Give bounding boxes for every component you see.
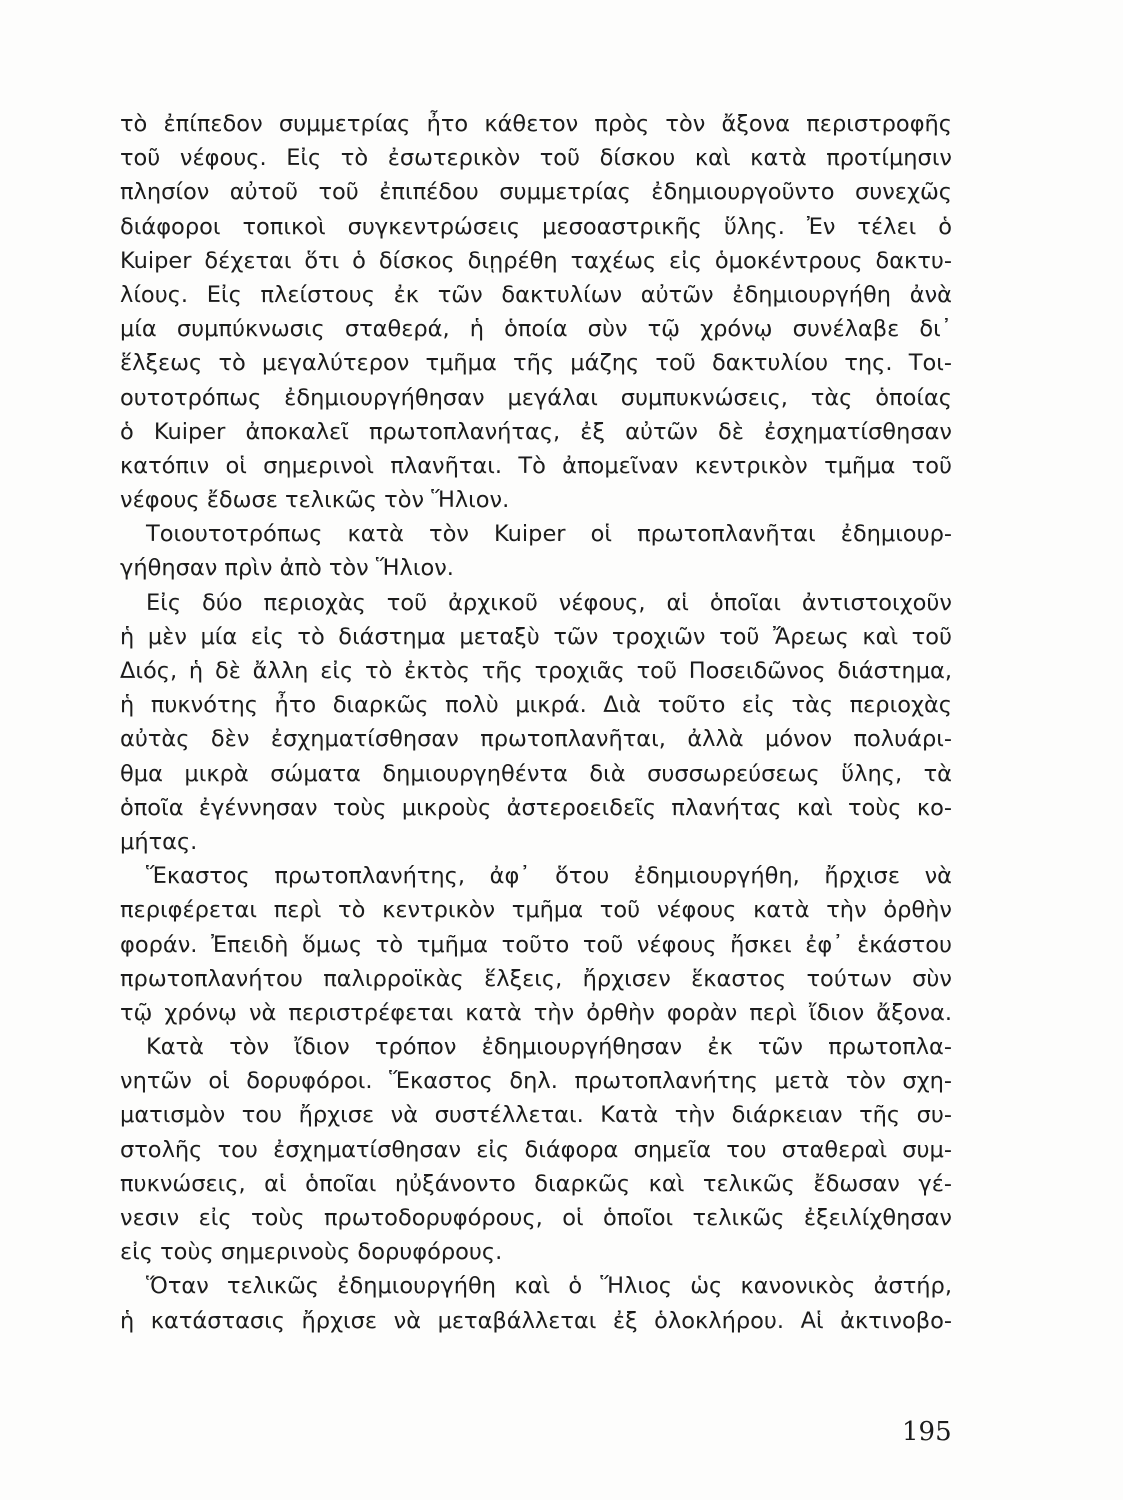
text-line: ἡ μὲν μία εἰς τὸ διάστημα μεταξὺ τῶν τροχιῶν τοῦ Ἄρεως καὶ τοῦ [120,623,952,650]
text-line: κατόπιν οἱ σημερινοὶ πλανῆται. Τὸ ἀπομεῖναν κεντρικὸν τμῆμα τοῦ [120,452,952,479]
text-line: τῷ χρόνῳ νὰ περιστρέφεται κατὰ τὴν ὀρθὴν φορὰν περὶ ἴδιον ἄξονα. [120,999,952,1026]
text-line: Εἰς δύο περιοχὰς τοῦ ἀρχικοῦ νέφους, αἱ ὁποῖαι ἀντιστοιχοῦν [146,589,952,616]
text-line: πρωτοπλανήτου παλιρροϊκὰς ἕλξεις, ἤρχισεν ἕκαστος τούτων σὺν [120,965,952,992]
text-line: αὐτὰς δὲν ἐσχηματίσθησαν πρωτοπλανῆται, ἀλλὰ μόνον πολυάρι- [120,726,952,753]
text-line: νέφους ἔδωσε τελικῶς τὸν Ἥλιον. [120,487,510,514]
page-number: 195 [902,1417,952,1447]
text-line: θμα μικρὰ σώματα δημιουργηθέντα διὰ συσσωρεύσεως ὕλης, τὰ [120,760,952,787]
text-line: νητῶν οἱ δορυφόροι. Ἕκαστος δηλ. πρωτοπλανήτης μετὰ τὸν σχη- [120,1068,952,1095]
text-line: πλησίον αὐτοῦ τοῦ ἐπιπέδου συμμετρίας ἐδημιουργοῦντο συνεχῶς [120,179,952,206]
text-line: ἕλξεως τὸ μεγαλύτερον τμῆμα τῆς μάζης τοῦ δακτυλίου της. Τοι- [120,350,952,377]
text-line: εἰς τοὺς σημερινοὺς δορυφόρους. [120,1239,503,1266]
body-text [120,107,952,1338]
text-line: διάφοροι τοπικοὶ συγκεντρώσεις μεσοαστρικῆς ὕλης. Ἐν τέλει ὁ [120,213,952,240]
text-line: λίους. Εἰς πλείστους ἐκ τῶν δακτυλίων αὐτῶν ἐδημιουργήθη ἀνὰ [120,281,952,308]
text-line: τοῦ νέφους. Εἰς τὸ ἐσωτερικὸν τοῦ δίσκου καὶ κατὰ προτίμησιν [120,145,952,172]
text-line: περιφέρεται περὶ τὸ κεντρικὸν τμῆμα τοῦ νέφους κατὰ τὴν ὀρθὴν [120,897,952,924]
text-line: νεσιν εἰς τοὺς πρωτοδορυφόρους, οἱ ὁποῖοι τελικῶς ἐξειλίχθησαν [120,1205,952,1231]
text-line: ουτοτρόπως ἐδημιουργήθησαν μεγάλαι συμπυκνώσεις, τὰς ὁποίας [120,384,952,411]
text-line: ὁ Kuiper ἀποκαλεῖ πρωτοπλανήτας, ἐξ αὐτῶν δὲ ἐσχηματίσθησαν [120,418,952,445]
text-line: τὸ ἐπίπεδον συμμετρίας ἦτο κάθετον πρὸς τὸν ἄξονα περιστροφῆς [120,111,952,137]
text-line: ματισμὸν του ἤρχισε νὰ συστέλλεται. Κατὰ τὴν διάρκειαν τῆς συ- [120,1102,952,1129]
text-line: ἡ πυκνότης ἦτο διαρκῶς πολὺ μικρά. Διὰ τοῦτο εἰς τὰς περιοχὰς [120,692,952,719]
text-line: μία συμπύκνωσις σταθερά, ἡ ὁποία σὺν τῷ χρόνῳ συνέλαβε δι᾽ [120,316,952,343]
text-line: Διός, ἡ δὲ ἄλλη εἰς τὸ ἐκτὸς τῆς τροχιᾶς τοῦ Ποσειδῶνος διάστημα, [120,658,952,684]
text-line: γήθησαν πρὶν ἀπὸ τὸν Ἥλιον. [120,555,454,582]
text-line: Ὅταν τελικῶς ἐδημιουργήθη καὶ ὁ Ἥλιος ὡς κανονικὸς ἀστήρ, [146,1273,952,1300]
text-line: ὁποῖα ἐγέννησαν τοὺς μικροὺς ἀστεροειδεῖς πλανήτας καὶ τοὺς κο- [120,794,952,821]
text-line: Τοιουτοτρόπως κατὰ τὸν Kuiper οἱ πρωτοπλανῆται ἐδημιουρ- [146,521,952,548]
text-line: μήτας. [120,828,198,855]
text-line: φοράν. Ἐπειδὴ ὅμως τὸ τμῆμα τοῦτο τοῦ νέφους ἤσκει ἐφ᾽ ἑκάστου [120,931,952,958]
text-line: Kuiper δέχεται ὅτι ὁ δίσκος διῃρέθη ταχέως εἰς ὁμοκέντρους δακτυ- [120,247,952,274]
text-line: Κατὰ τὸν ἴδιον τρόπον ἐδημιουργήθησαν ἐκ τῶν πρωτοπλα- [146,1034,952,1061]
text-line: στολῆς του ἐσχηματίσθησαν εἰς διάφορα σημεῖα του σταθεραὶ συμ- [120,1136,952,1163]
text-line: Ἕκαστος πρωτοπλανήτης, ἀφ᾽ ὅτου ἐδημιουργήθη, ἤρχισε νὰ [146,863,952,890]
text-line: πυκνώσεις, αἱ ὁποῖαι ηὐξάνοντο διαρκῶς καὶ τελικῶς ἔδωσαν γέ- [120,1170,952,1197]
text-line: ἡ κατάστασις ἤρχισε νὰ μεταβάλλεται ἐξ ὁλοκλήρου. Αἱ ἀκτινοβο- [120,1307,952,1334]
